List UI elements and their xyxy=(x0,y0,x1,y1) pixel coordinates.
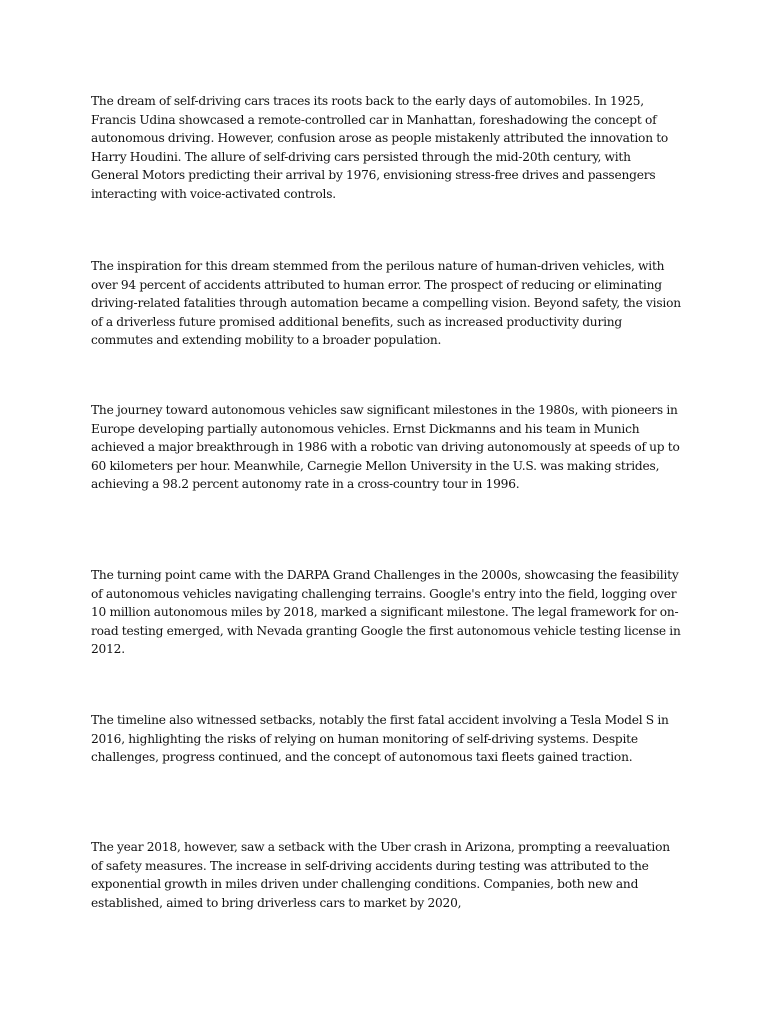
paragraph-5: The timeline also witnessed setbacks, notably the first fatal accident involving a Tesla Model S in 2016, highlighting the risks of relying on human monitoring of self-driving systems. Despite challenges, progress continued, and the concept of autonomous taxi fleets gained traction. xyxy=(91,713,669,764)
paragraph-3: The journey toward autonomous vehicles saw significant milestones in the 1980s, with pioneers in Europe developing partially autonomous vehicles. Ernst Dickmanns and his team in Munich achieved a major breakthrough in 1986 with a robotic van driving autonomously at speeds of up to 60 kilometers per hour. Meanwhile, Carnegie Mellon University in the U.S. was making strides, achieving a 98.2 percent autonomy rate in a cross-country tour in 1996. xyxy=(91,403,680,491)
paragraph-4: The turning point came with the DARPA Grand Challenges in the 2000s, showcasing the feasibility of autonomous vehicles navigating challenging terrains. Google's entry into the field, logging over 10 million autonomous miles by 2018, marked a significant milestone. The legal framework for on-road testing emerged, with Nevada granting Google the first autonomous vehicle testing license in 2012. xyxy=(91,568,681,656)
paragraph-2: The inspiration for this dream stemmed from the perilous nature of human-driven vehicles, with over 94 percent of accidents attributed to human error. The prospect of reducing or eliminating driving-related fatalities through automation became a compelling vision. Beyond safety, the vision of a driverless future promised additional benefits, such as increased productivity during commutes and extending mobility to a broader population. xyxy=(91,259,681,347)
paragraph-1: The dream of self-driving cars traces its roots back to the early days of automobiles. In 1925, Francis Udina showcased a remote-controlled car in Manhattan, foreshadowing the concept of autonomous driving. However, confusion arose as people mistakenly attributed the innovation to Harry Houdini. The allure of self-driving cars persisted through the mid-20th century, with General Motors predicting their arrival by 1976, envisioning stress-free drives and passengers interacting with voice-activated controls. xyxy=(91,94,669,201)
paragraph-6: The year 2018, however, saw a setback with the Uber crash in Arizona, prompting a reevaluation of safety measures. The increase in self-driving accidents during testing was attributed to the exponential growth in miles driven under challenging conditions. Companies, both new and established, aimed to bring driverless cars to market by 2020, xyxy=(91,840,670,910)
